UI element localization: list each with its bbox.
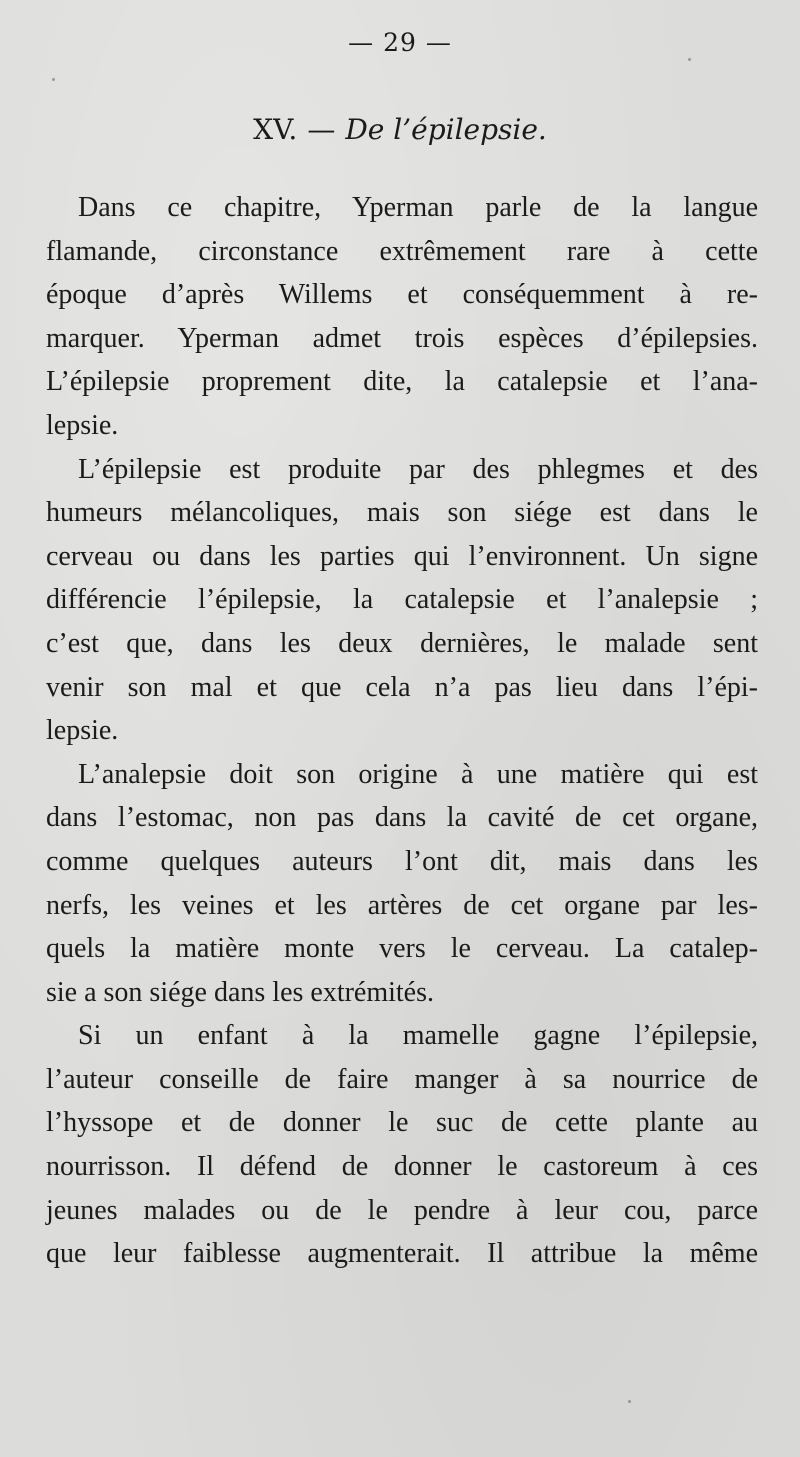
text-line: Dans ce chapitre, Yperman parle de la langue [78, 192, 758, 223]
paragraph-1 [46, 186, 758, 448]
text-line: cerveau ou dans les parties qui l’environnent. Un signe [46, 540, 758, 572]
text-line: marquer. Yperman admet trois espèces d’épilepsies. [46, 322, 758, 354]
text-line: venir son mal et que cela n’a pas lieu dans l’épi- [46, 671, 758, 703]
text-line: flamande, circonstance extrêmement rare à cette [46, 235, 758, 267]
text-line: l’hyssope et de donner le suc de cette plante au [46, 1107, 758, 1139]
text-line: époque d’après Willems et conséquemment à re- [46, 279, 758, 311]
text-line: L’épilepsie est produite par des phlegmes et des [78, 453, 758, 485]
text-line: quels la matière monte vers le cerveau. La catalep- [46, 933, 758, 965]
chapter-dash: — [307, 113, 336, 146]
text-line: Si un enfant à la mamelle gagne l’épilepsie, [78, 1020, 758, 1052]
chapter-numeral: XV. [253, 113, 298, 146]
text-line: sie a son siége dans les extrémités. [46, 976, 435, 1008]
text-line: jeunes malades ou de le pendre à leur cou, parce [46, 1194, 758, 1226]
text-line: l’auteur conseille de faire manger à sa nourrice de [46, 1063, 758, 1095]
text-line: nerfs, les veines et les artères de cet organe par les- [46, 889, 758, 921]
paragraph-3 [46, 753, 758, 1015]
text-line: que leur faiblesse augmenterait. Il attribue la même [46, 1238, 758, 1270]
paper-speck [688, 58, 691, 61]
text-line: lepsie. [46, 715, 119, 747]
paper-speck [52, 78, 55, 81]
body-text [46, 186, 758, 1276]
text-line: dans l’estomac, non pas dans la cavité de cet organe, [46, 802, 758, 834]
text-line: comme quelques auteurs l’ont dit, mais dans les [46, 845, 758, 877]
chapter-title: De l’épilepsie. [345, 113, 547, 146]
text-line: nourrisson. Il défend de donner le castoreum à ces [46, 1151, 758, 1183]
paragraph-2 [46, 448, 758, 753]
paper-speck [628, 1400, 631, 1403]
text-line: humeurs mélancoliques, mais son siége est dans le [46, 497, 758, 529]
text-line: c’est que, dans les deux dernières, le malade sent [46, 627, 758, 659]
text-line: différencie l’épilepsie, la catalepsie et l’analepsie ; [46, 584, 758, 616]
text-line: lepsie. [46, 409, 119, 441]
text-line: L’analepsie doit son origine à une matière qui est [78, 758, 758, 790]
paragraph-4 [46, 1014, 758, 1276]
text-line: L’épilepsie proprement dite, la catalepsie et l’ana- [46, 366, 758, 398]
page-number: — 29 — [348, 28, 452, 57]
chapter-heading [0, 113, 800, 146]
